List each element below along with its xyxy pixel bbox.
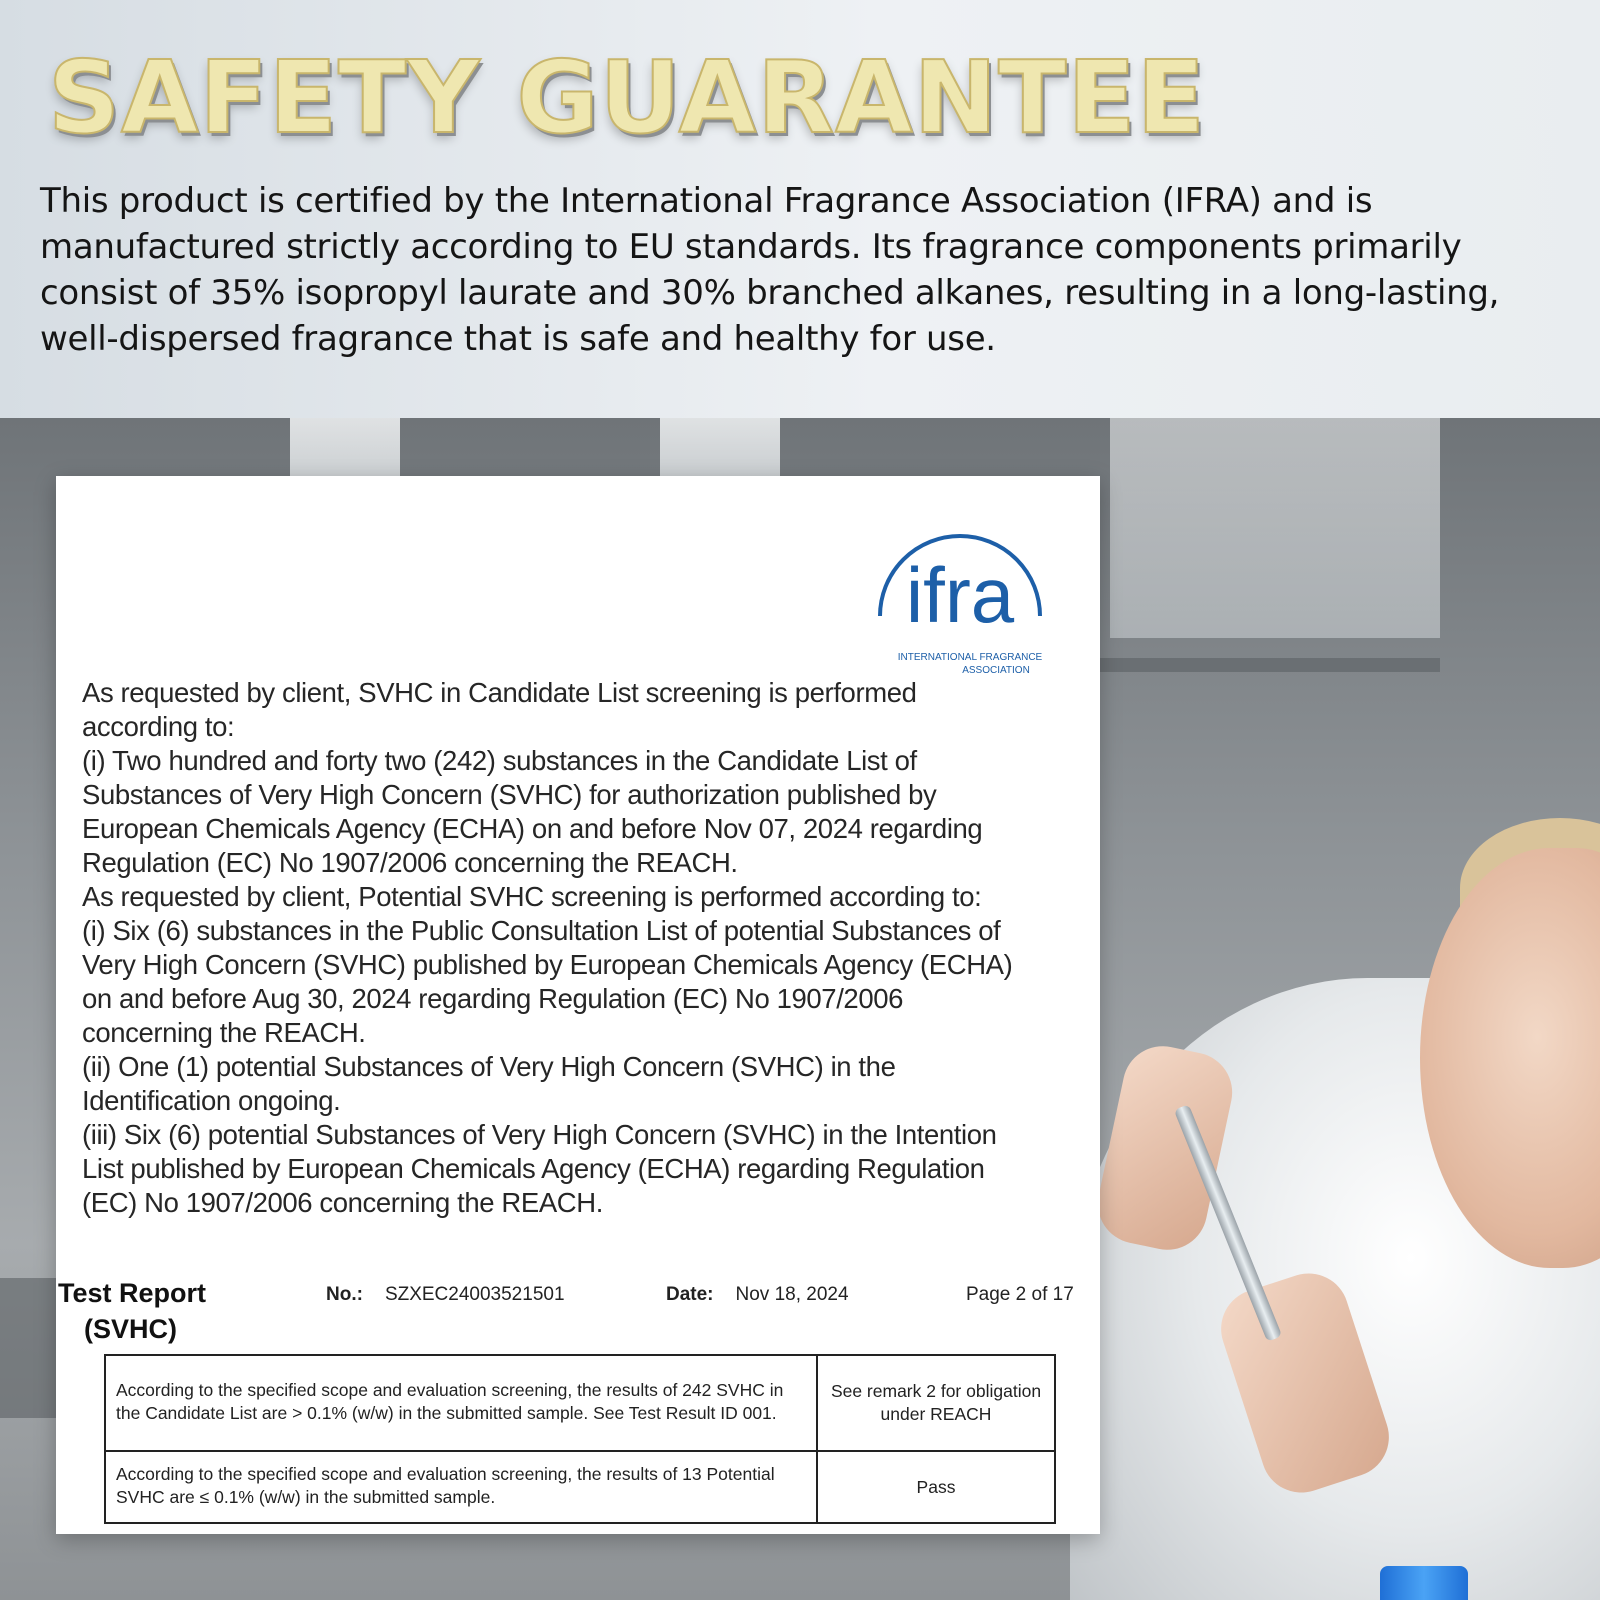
statement-line: (i) Six (6) substances in the Public Consultation List of potential Substances of	[82, 915, 1001, 946]
lab-shelf	[1100, 658, 1440, 672]
lab-shelf	[0, 1278, 60, 1418]
report-subtitle: (SVHC)	[84, 1314, 177, 1344]
report-number-label: No.:	[326, 1284, 363, 1305]
statement-line: (i) Two hundred and forty two (242) substances in the Candidate List of	[82, 745, 917, 776]
report-number-value: SZXEC24003521501	[384, 1284, 565, 1305]
header-band	[0, 0, 1600, 418]
page-title: SAFETY GUARANTEE	[48, 39, 1206, 156]
certificate-document	[56, 476, 1100, 1534]
results-table	[104, 1354, 1056, 1524]
statement-line: concerning the REACH.	[82, 1017, 366, 1048]
report-date-value: Nov 18, 2024	[735, 1284, 849, 1305]
result-outcome: Pass	[817, 1451, 1055, 1523]
statement-line: Regulation (EC) No 1907/2006 concerning the REACH.	[82, 847, 738, 878]
statement-line: List published by European Chemicals Agency (ECHA) regarding Regulation	[82, 1153, 985, 1184]
intro-text: This product is certified by the International Fragrance Association (IFRA) and is manufactured strictly according to EU standards. Its fragrance components primarily consist of 35% isopropyl laurate and 30% branched alkanes, resulting in a long-lasting, well-dispersed fragrance that is safe and healthy for use.	[40, 181, 1500, 359]
ifra-logo-text: ifra	[905, 551, 1015, 639]
lab-window	[1110, 418, 1440, 638]
statement-line: Substances of Very High Concern (SVHC) for authorization published by	[82, 779, 937, 810]
report-title: Test Report	[58, 1278, 207, 1308]
ifra-logo-line2: ASSOCIATION	[962, 665, 1030, 676]
statement-line: (ii) One (1) potential Substances of Very High Concern (SVHC) in the	[82, 1051, 896, 1082]
test-tube-cap	[1380, 1566, 1468, 1600]
statement-line: (EC) No 1907/2006 concerning the REACH.	[82, 1187, 603, 1218]
statement-line: on and before Aug 30, 2024 regarding Regulation (EC) No 1907/2006	[82, 983, 904, 1014]
result-outcome: See remark 2 for obligation under REACH	[817, 1355, 1055, 1451]
table-row	[105, 1355, 1055, 1451]
result-description: According to the specified scope and evaluation screening, the results of 242 SVHC in the Candidate List are > 0.1% (w/w) in the submitted sample. See Test Result ID 001.	[105, 1355, 817, 1451]
ifra-logo	[856, 490, 1086, 680]
statement-line: Identification ongoing.	[82, 1085, 341, 1116]
report-date	[666, 1284, 849, 1306]
statement-line: As requested by client, Potential SVHC screening is performed according to:	[82, 881, 982, 912]
ifra-logo-line1: INTERNATIONAL FRAGRANCE	[897, 652, 1043, 663]
test-report-header	[56, 1276, 1100, 1356]
statement-line: (iii) Six (6) potential Substances of Very High Concern (SVHC) in the Intention	[82, 1119, 997, 1150]
report-page: Page 2 of 17	[966, 1284, 1074, 1305]
table-row	[105, 1451, 1055, 1523]
statement-line: As requested by client, SVHC in Candidate List screening is performed	[82, 677, 917, 708]
report-number	[326, 1284, 565, 1306]
statement-line: Very High Concern (SVHC) published by European Chemicals Agency (ECHA)	[82, 949, 1013, 980]
statement-line: according to:	[82, 711, 235, 742]
report-date-label: Date:	[666, 1284, 714, 1305]
statement-line: European Chemicals Agency (ECHA) on and before Nov 07, 2024 regarding	[82, 813, 983, 844]
result-description: According to the specified scope and evaluation screening, the results of 13 Potential SVHC are ≤ 0.1% (w/w) in the submitted sample.	[105, 1451, 817, 1523]
screening-statement	[82, 676, 1082, 1220]
